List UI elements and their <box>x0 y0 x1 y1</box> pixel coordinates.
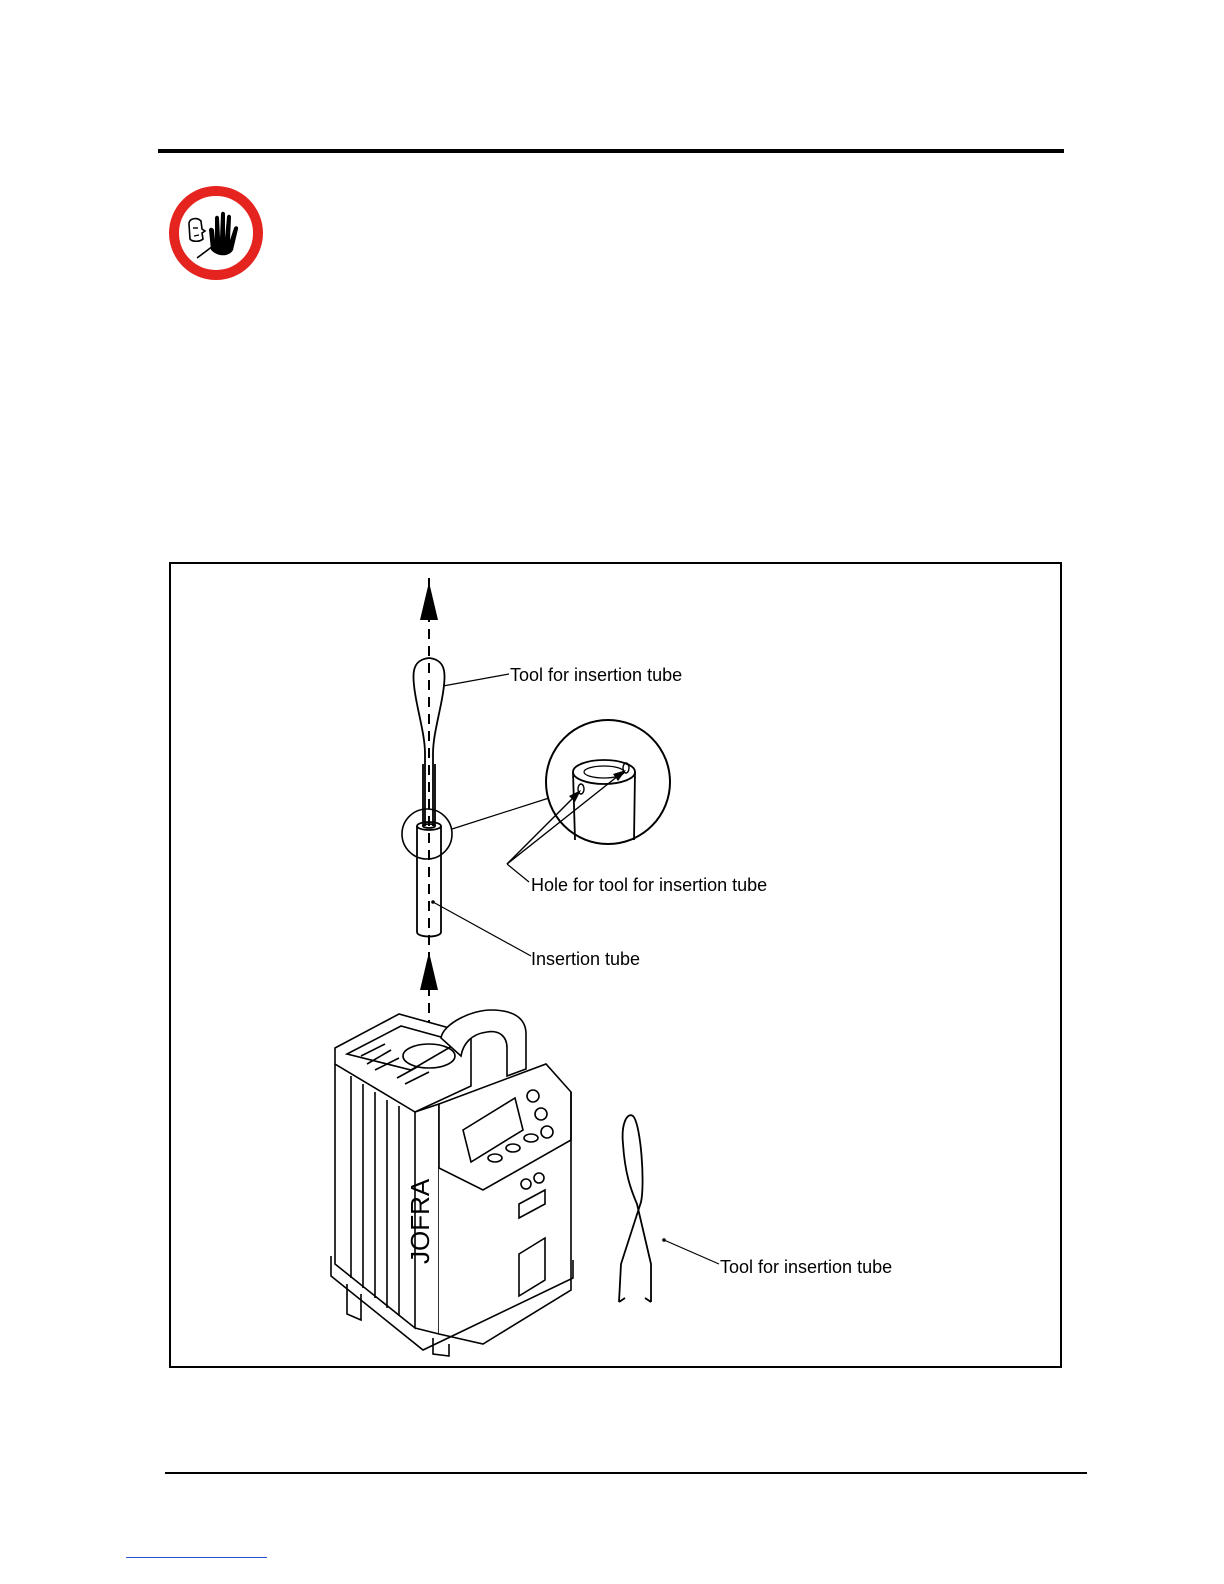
hole-detail-view <box>546 720 670 844</box>
device-brand-label: JOFRA <box>405 1178 435 1264</box>
figure-frame <box>169 562 1062 1368</box>
insertion-tube-tool-clip <box>619 1115 651 1302</box>
footer-link-underline[interactable] <box>126 1557 267 1558</box>
arrow-up-middle-icon <box>420 952 438 990</box>
header-rule <box>158 149 1064 153</box>
stop-hand-warning-icon <box>167 184 265 282</box>
insertion-tube-removal-diagram <box>171 564 1064 1370</box>
label-insertion-tube: Insertion tube <box>531 949 641 969</box>
arrow-up-top-icon <box>420 582 438 620</box>
footer-rule <box>165 1472 1087 1474</box>
detail-marker-circle <box>402 809 452 859</box>
label-tool-bottom: Tool for insertion tube <box>720 1257 893 1277</box>
label-hole: Hole for tool for insertion tube <box>531 875 768 895</box>
label-tool-top: Tool for insertion tube <box>510 665 683 685</box>
calibrator-device <box>331 1010 573 1356</box>
